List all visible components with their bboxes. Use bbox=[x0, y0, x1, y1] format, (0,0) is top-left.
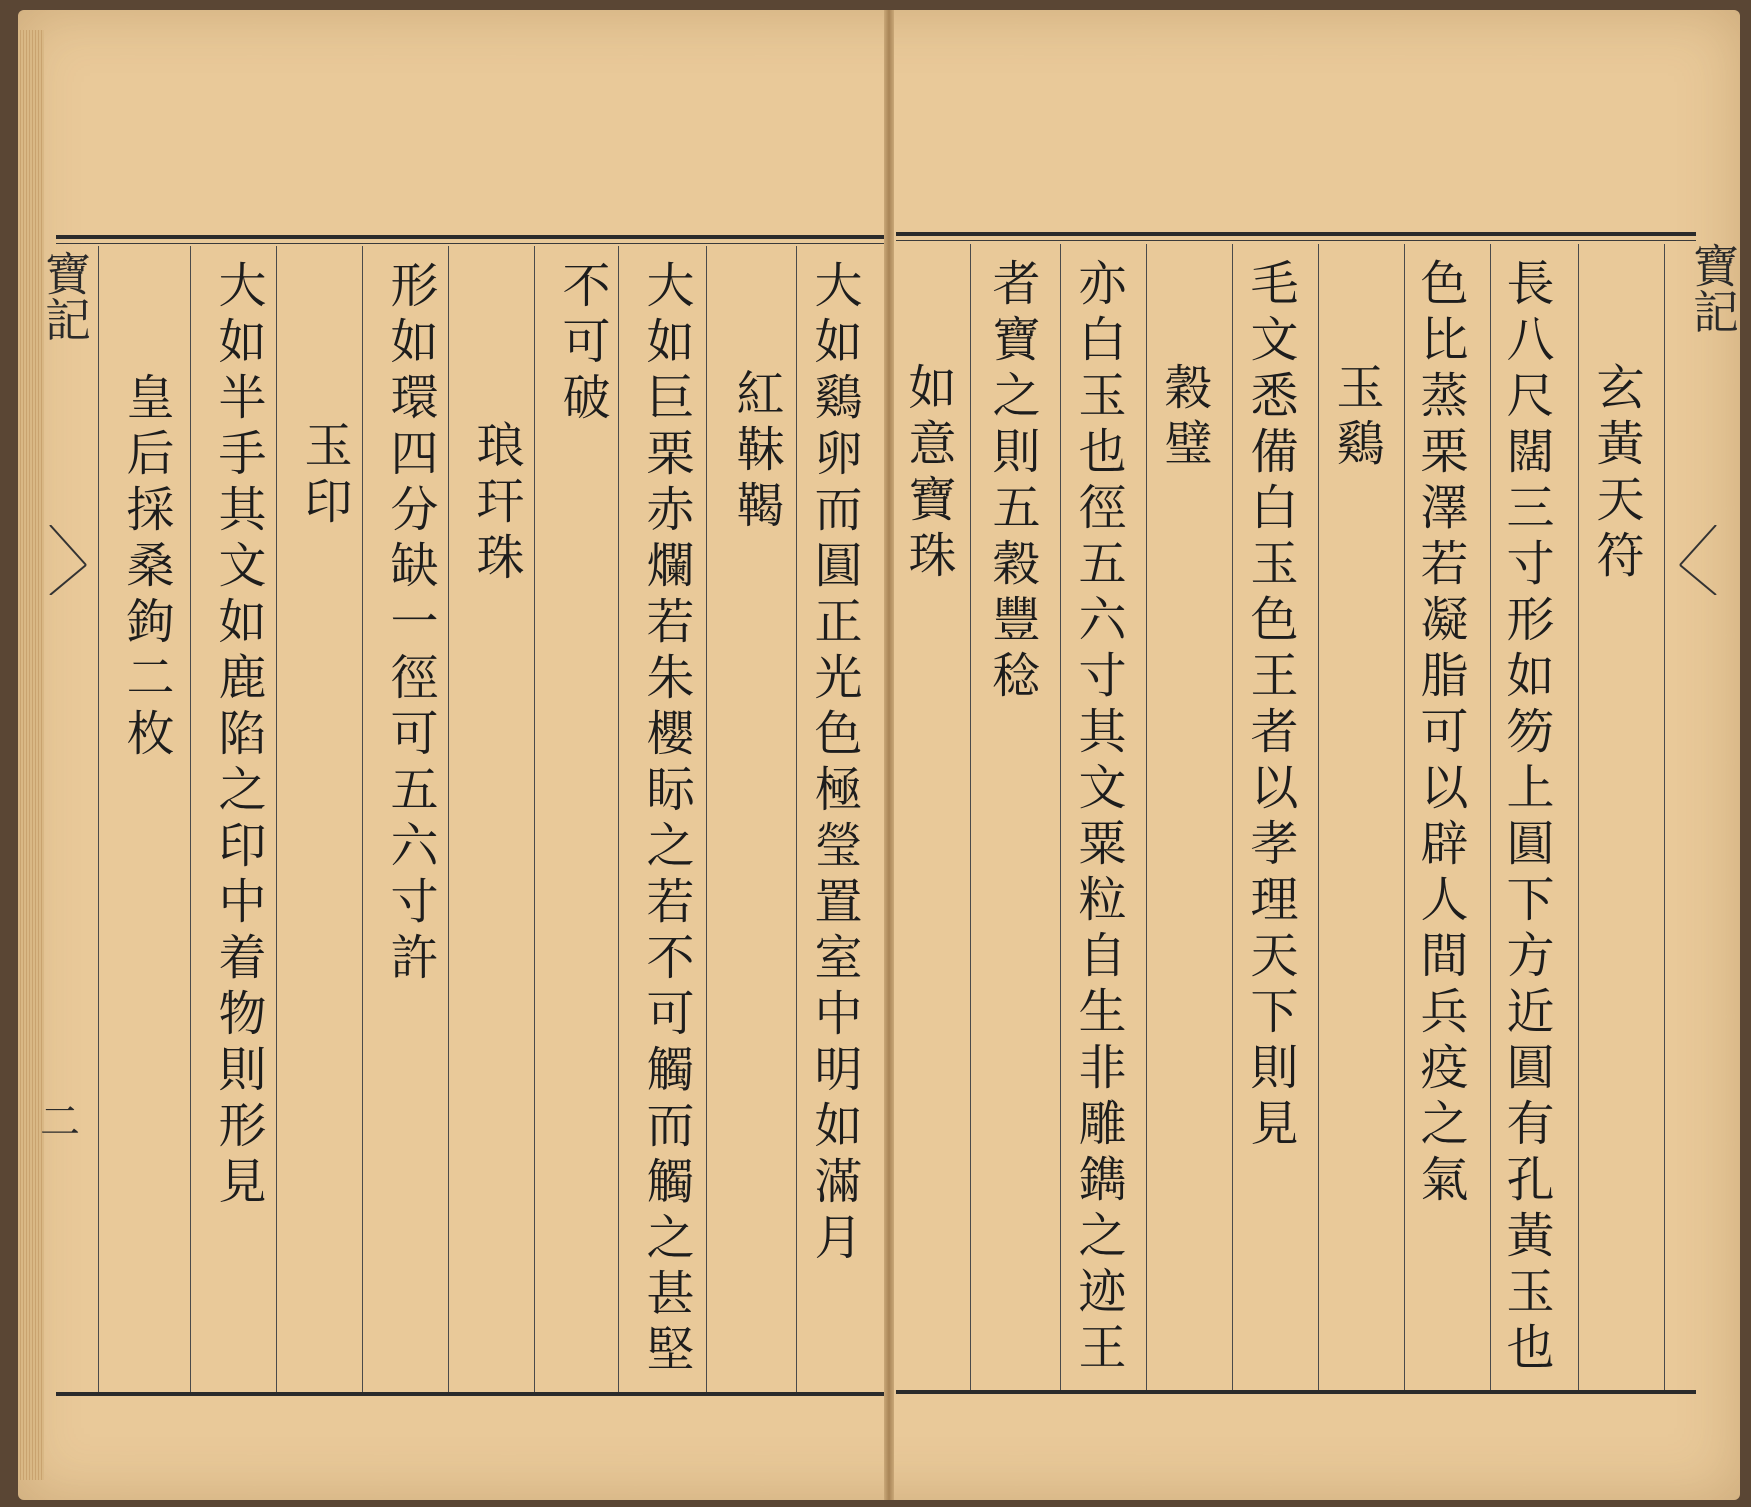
item-heading: 琅玕珠 bbox=[468, 420, 524, 588]
column-rule bbox=[1664, 244, 1665, 1390]
text-column: 毛文悉備白玉色王者以孝理天下則見 bbox=[1242, 258, 1298, 1154]
text-column: 長八尺闊三寸形如笏上圓下方近圓有孔黃玉也 bbox=[1498, 258, 1554, 1378]
text-column: 不可破 bbox=[554, 260, 610, 428]
column-rule bbox=[1146, 244, 1147, 1390]
text-column: 大如半手其文如鹿陷之印中着物則形見 bbox=[210, 260, 266, 1212]
left-top-border bbox=[56, 235, 884, 239]
column-rule bbox=[276, 246, 277, 1392]
left-top-border-thin bbox=[56, 243, 884, 244]
left-bottom-border bbox=[56, 1392, 884, 1396]
right-margin-title: 寶記 bbox=[1686, 242, 1740, 334]
right-page bbox=[890, 10, 1740, 1500]
right-top-border-thin bbox=[896, 240, 1696, 241]
right-bottom-border bbox=[896, 1390, 1696, 1394]
column-rule bbox=[1578, 244, 1579, 1390]
text-column: 亦白玉也徑五六寸其文粟粒自生非雕鐫之迹王 bbox=[1070, 258, 1126, 1378]
text-column: 皇后採桑鉤二枚 bbox=[118, 372, 174, 764]
fishtail-mark bbox=[1678, 525, 1718, 595]
column-rule bbox=[970, 244, 971, 1390]
column-rule bbox=[796, 246, 797, 1392]
open-book bbox=[18, 10, 1740, 1500]
column-rule bbox=[534, 246, 535, 1392]
text-column: 者寶之則五穀豐稔 bbox=[984, 258, 1040, 706]
item-heading: 玉印 bbox=[296, 420, 352, 532]
column-rule bbox=[706, 246, 707, 1392]
text-column: 色比蒸栗澤若凝脂可以辟人間兵疫之氣 bbox=[1412, 258, 1468, 1210]
column-rule bbox=[1232, 244, 1233, 1390]
left-margin-title: 寶記 bbox=[38, 250, 92, 342]
column-rule bbox=[618, 246, 619, 1392]
right-top-border bbox=[896, 232, 1696, 236]
text-column: 形如環四分缺一徑可五六寸許 bbox=[382, 260, 438, 988]
left-folio-number: 二 bbox=[40, 1099, 80, 1145]
column-rule bbox=[448, 246, 449, 1392]
column-rule bbox=[1318, 244, 1319, 1390]
item-heading: 如意寶珠 bbox=[900, 362, 956, 586]
text-column: 大如巨栗赤爛若朱櫻眎之若不可觸而觸之甚堅 bbox=[638, 260, 694, 1380]
text-column: 大如鷄卵而圓正光色極瑩置室中明如滿月 bbox=[806, 260, 862, 1268]
column-rule bbox=[1490, 244, 1491, 1390]
column-rule bbox=[362, 246, 363, 1392]
left-page bbox=[18, 10, 886, 1500]
item-heading: 玉鷄 bbox=[1328, 362, 1384, 474]
fishtail-mark bbox=[48, 525, 88, 595]
column-rule bbox=[1060, 244, 1061, 1390]
item-heading: 穀璧 bbox=[1156, 362, 1212, 474]
column-rule bbox=[190, 246, 191, 1392]
column-rule bbox=[98, 246, 99, 1392]
column-rule bbox=[1404, 244, 1405, 1390]
item-heading: 紅靺鞨 bbox=[728, 368, 784, 536]
item-heading: 玄黃天符 bbox=[1588, 362, 1644, 586]
